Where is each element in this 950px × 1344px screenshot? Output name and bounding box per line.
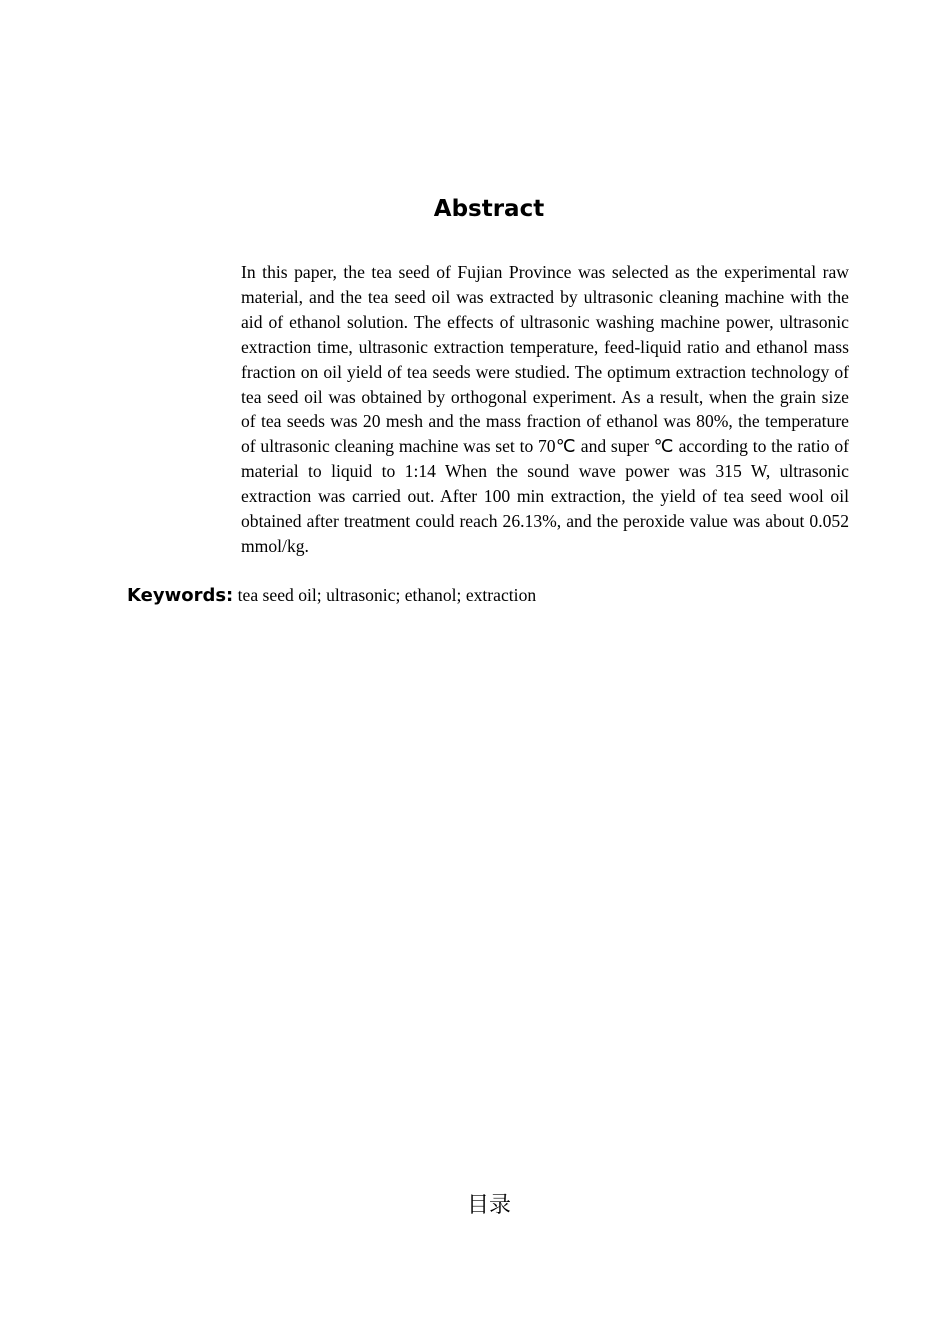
abstract-paragraph: In this paper, the tea seed of Fujian Province was selected as the experimental raw material, and the tea seed oil was extracted by ultrasonic cleaning machine with the aid of ethanol solution. The effects of ultrasonic washing machine power, ultrasonic extraction time, ultrasonic extraction temperature, feed-liquid ratio and ethanol mass fraction on oil yield of tea seeds were studied. The optimum extraction technology of tea seed oil was obtained by orthogonal experiment. As a result, when the grain size of tea seeds was 20 mesh and the mass fraction of ethanol was 80%, the temperature of ultrasonic cleaning machine was set to 70℃ and super ℃ according to the ratio of material to liquid to 1:14 When the sound wave power was 315 W, ultrasonic extraction was carried out. After 100 min extraction, the yield of tea seed wool oil obtained after treatment could reach 26.13%, and the peroxide value was about 0.052 mmol/kg. [241,262,849,556]
table-of-contents-heading: 目录 [466,1193,511,1218]
keywords-value: tea seed oil; ultrasonic; ethanol; extraction [237,585,537,605]
keywords-label: Keywords: [127,585,234,606]
keywords-line [127,583,887,608]
abstract-heading: Abstract [433,196,545,222]
